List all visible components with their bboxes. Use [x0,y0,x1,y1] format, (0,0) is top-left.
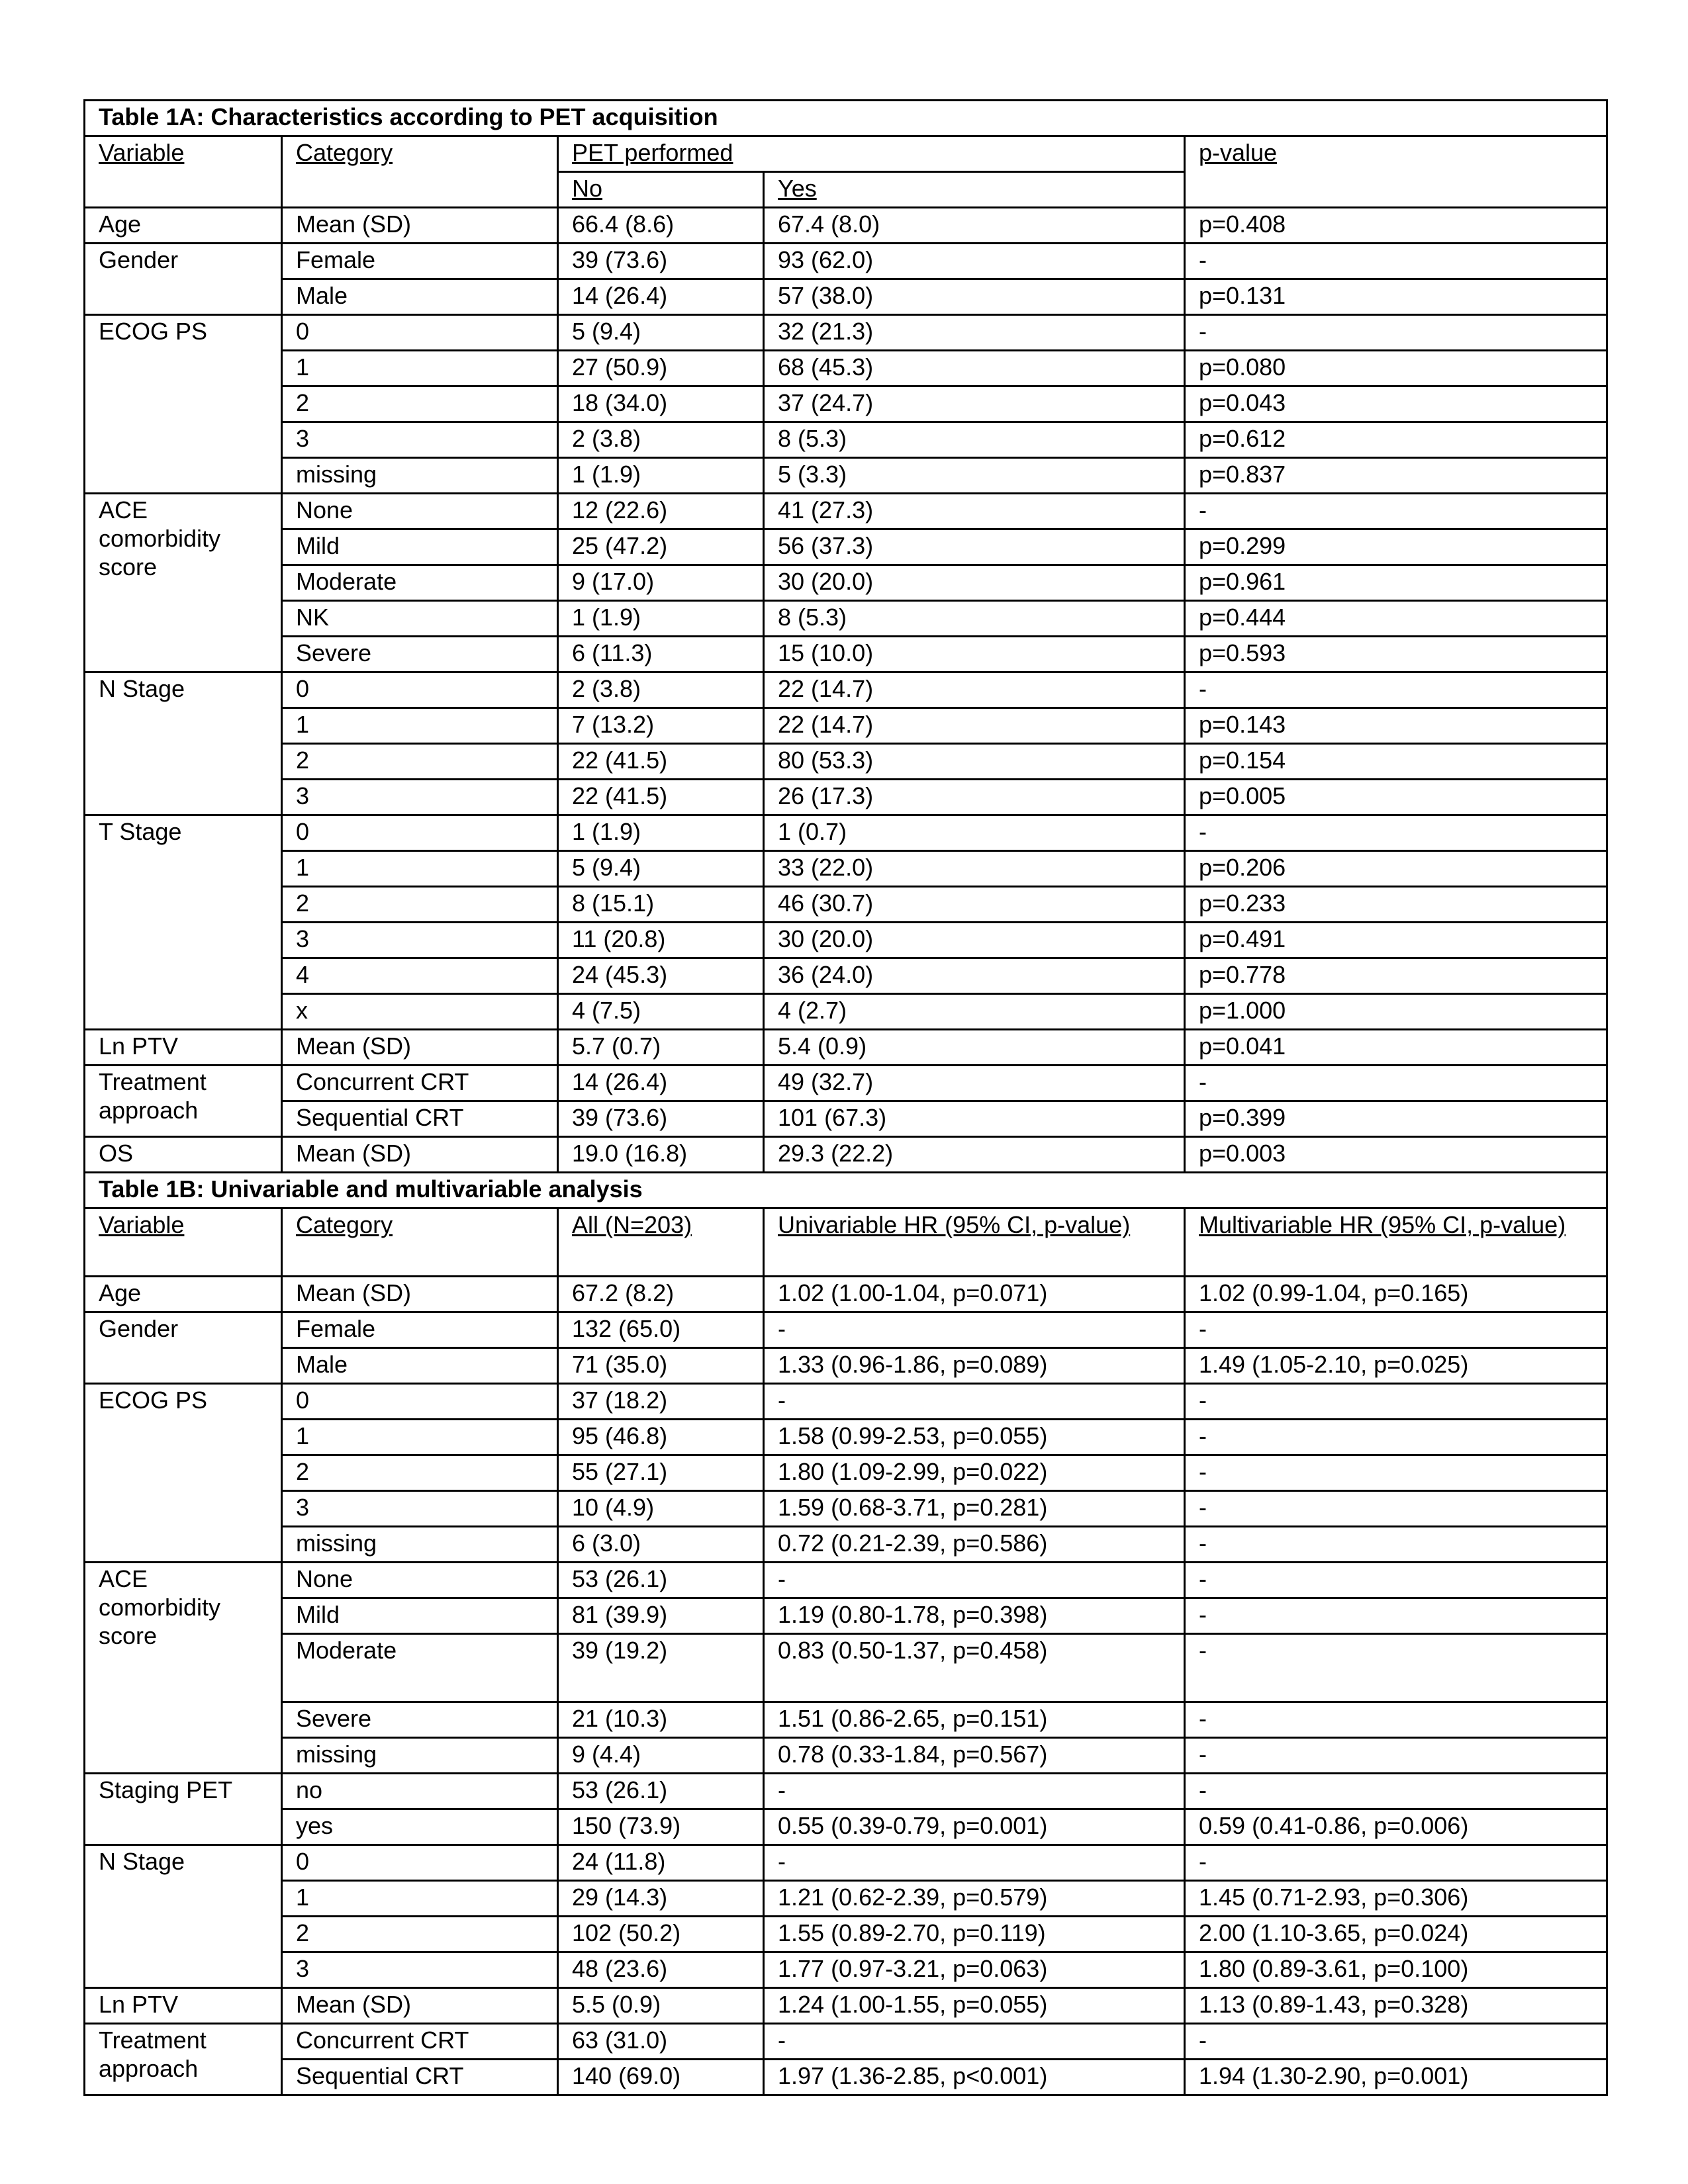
no-cell: 39 (73.6) [558,1101,764,1137]
variable-cell: ACE comorbidity score [85,1563,282,1774]
multi-cell: 1.94 (1.30-2.90, p=0.001) [1185,2060,1607,2095]
table-1a-title: Table 1A: Characteristics according to PET acquisition [85,101,1607,136]
multi-cell: 0.59 (0.41-0.86, p=0.006) [1185,1809,1607,1845]
category-cell: Severe [282,637,558,672]
table-1a-body [85,208,1607,1173]
table-row [85,1563,1607,1598]
variable-cell: OS [85,1137,282,1173]
multi-cell: - [1185,1634,1607,1702]
uni-cell: 1.02 (1.00-1.04, p=0.071) [764,1277,1185,1312]
no-cell: 25 (47.2) [558,529,764,565]
variable-cell: Treatment approach [85,1066,282,1137]
variable-cell: ACE comorbidity score [85,494,282,672]
p-cell: p=0.444 [1185,601,1607,637]
category-cell: 0 [282,815,558,851]
category-cell: Severe [282,1702,558,1738]
category-cell: 1 [282,351,558,387]
no-cell: 5 (9.4) [558,851,764,887]
all-cell: 102 (50.2) [558,1917,764,1952]
no-cell: 8 (15.1) [558,887,764,923]
no-cell: 1 (1.9) [558,458,764,494]
no-cell: 24 (45.3) [558,958,764,994]
table-row [85,1312,1607,1348]
multi-cell: - [1185,2024,1607,2060]
table-row [85,2060,1607,2095]
table-row [85,1952,1607,1988]
no-cell: 14 (26.4) [558,1066,764,1101]
category-cell: Moderate [282,1634,558,1702]
category-cell: Male [282,1348,558,1384]
table-row [85,1348,1607,1384]
category-cell: Female [282,1312,558,1348]
no-cell: 19.0 (16.8) [558,1137,764,1173]
characteristics-table [83,99,1608,2096]
variable-cell: Staging PET [85,1774,282,1845]
category-cell: yes [282,1809,558,1845]
no-cell: 9 (17.0) [558,565,764,601]
multi-cell: - [1185,1845,1607,1881]
yes-cell: 32 (21.3) [764,315,1185,351]
uni-cell: 1.97 (1.36-2.85, p<0.001) [764,2060,1185,2095]
variable-cell: ECOG PS [85,315,282,494]
multi-cell: - [1185,1455,1607,1491]
no-cell: 27 (50.9) [558,351,764,387]
variable-cell: Ln PTV [85,1988,282,2024]
p-cell: - [1185,244,1607,279]
no-cell: 22 (41.5) [558,780,764,815]
all-cell: 132 (65.0) [558,1312,764,1348]
header-variable: Variable [85,1208,282,1277]
yes-cell: 93 (62.0) [764,244,1185,279]
p-cell: p=0.399 [1185,1101,1607,1137]
yes-cell: 46 (30.7) [764,887,1185,923]
no-cell: 22 (41.5) [558,744,764,780]
table-row [85,744,1607,780]
variable-cell: N Stage [85,672,282,815]
table-row [85,1634,1607,1702]
category-cell: NK [282,601,558,637]
uni-cell: 1.24 (1.00-1.55, p=0.055) [764,1988,1185,2024]
uni-cell: - [764,1312,1185,1348]
no-cell: 18 (34.0) [558,387,764,422]
header-variable: Variable [85,136,282,208]
category-cell: Mean (SD) [282,1988,558,2024]
yes-cell: 22 (14.7) [764,708,1185,744]
uni-cell: 1.55 (0.89-2.70, p=0.119) [764,1917,1185,1952]
uni-cell: 1.51 (0.86-2.65, p=0.151) [764,1702,1185,1738]
yes-cell: 30 (20.0) [764,565,1185,601]
category-cell: 3 [282,422,558,458]
table-row [85,1809,1607,1845]
uni-cell: 1.21 (0.62-2.39, p=0.579) [764,1881,1185,1917]
table-row [85,1881,1607,1917]
category-cell: 3 [282,1952,558,1988]
p-cell: p=0.408 [1185,208,1607,244]
yes-cell: 49 (32.7) [764,1066,1185,1101]
yes-cell: 68 (45.3) [764,351,1185,387]
p-cell: - [1185,315,1607,351]
p-cell: p=0.612 [1185,422,1607,458]
header-p-value: p-value [1185,136,1607,208]
table-row [85,994,1607,1030]
all-cell: 5.5 (0.9) [558,1988,764,2024]
variable-cell: Age [85,1277,282,1312]
yes-cell: 57 (38.0) [764,279,1185,315]
table-row [85,565,1607,601]
uni-cell: 1.58 (0.99-2.53, p=0.055) [764,1420,1185,1455]
no-cell: 1 (1.9) [558,601,764,637]
table-1b-title-row [85,1173,1607,1208]
category-cell: Sequential CRT [282,1101,558,1137]
all-cell: 67.2 (8.2) [558,1277,764,1312]
table-row [85,1277,1607,1312]
table-row [85,923,1607,958]
no-cell: 4 (7.5) [558,994,764,1030]
table-1b-header-row [85,1208,1607,1277]
category-cell: 2 [282,887,558,923]
category-cell: 2 [282,1455,558,1491]
multi-cell: 1.02 (0.99-1.04, p=0.165) [1185,1277,1607,1312]
category-cell: 1 [282,851,558,887]
category-cell: 3 [282,780,558,815]
table-1b-body [85,1277,1607,2095]
p-cell: - [1185,815,1607,851]
no-cell: 1 (1.9) [558,815,764,851]
uni-cell: - [764,1563,1185,1598]
all-cell: 9 (4.4) [558,1738,764,1774]
category-cell: 0 [282,672,558,708]
category-cell: Mild [282,529,558,565]
p-cell: p=1.000 [1185,994,1607,1030]
variable-cell: N Stage [85,1845,282,1988]
all-cell: 10 (4.9) [558,1491,764,1527]
category-cell: None [282,1563,558,1598]
table-row [85,1702,1607,1738]
table-row [85,780,1607,815]
no-cell: 5.7 (0.7) [558,1030,764,1066]
category-cell: Female [282,244,558,279]
p-cell: p=0.961 [1185,565,1607,601]
table-row [85,815,1607,851]
category-cell: 2 [282,744,558,780]
category-cell: Moderate [282,565,558,601]
category-cell: None [282,494,558,529]
category-cell: 4 [282,958,558,994]
category-cell: 2 [282,1917,558,1952]
category-cell: Mean (SD) [282,1030,558,1066]
yes-cell: 37 (24.7) [764,387,1185,422]
multi-cell: - [1185,1384,1607,1420]
multi-cell: - [1185,1774,1607,1809]
table-row [85,958,1607,994]
table-row [85,1491,1607,1527]
variable-cell: ECOG PS [85,1384,282,1563]
all-cell: 63 (31.0) [558,2024,764,2060]
no-cell: 14 (26.4) [558,279,764,315]
yes-cell: 1 (0.7) [764,815,1185,851]
uni-cell: - [764,1774,1185,1809]
multi-cell: - [1185,1598,1607,1634]
category-cell: Concurrent CRT [282,2024,558,2060]
all-cell: 21 (10.3) [558,1702,764,1738]
all-cell: 37 (18.2) [558,1384,764,1420]
p-cell: - [1185,494,1607,529]
yes-cell: 26 (17.3) [764,780,1185,815]
table-row [85,1384,1607,1420]
header-category: Category [282,136,558,208]
yes-cell: 30 (20.0) [764,923,1185,958]
all-cell: 150 (73.9) [558,1809,764,1845]
yes-cell: 56 (37.3) [764,529,1185,565]
category-cell: 1 [282,708,558,744]
multi-cell: - [1185,1491,1607,1527]
header-no: No [558,172,764,208]
table-row [85,529,1607,565]
variable-cell: Age [85,208,282,244]
p-cell: p=0.143 [1185,708,1607,744]
yes-cell: 67.4 (8.0) [764,208,1185,244]
yes-cell: 5 (3.3) [764,458,1185,494]
p-cell: p=0.299 [1185,529,1607,565]
category-cell: x [282,994,558,1030]
table-row [85,458,1607,494]
variable-cell: Treatment approach [85,2024,282,2095]
yes-cell: 22 (14.7) [764,672,1185,708]
category-cell: Mean (SD) [282,1277,558,1312]
table-row [85,1420,1607,1455]
p-cell: p=0.778 [1185,958,1607,994]
variable-cell: Ln PTV [85,1030,282,1066]
yes-cell: 8 (5.3) [764,601,1185,637]
all-cell: 29 (14.3) [558,1881,764,1917]
p-cell: p=0.233 [1185,887,1607,923]
table-row [85,208,1607,244]
table-row [85,494,1607,529]
category-cell: 0 [282,1845,558,1881]
p-cell: p=0.005 [1185,780,1607,815]
table-1a-header-row [85,136,1607,172]
yes-cell: 29.3 (22.2) [764,1137,1185,1173]
header-univariable-hr: Univariable HR (95% CI, p-value) [764,1208,1185,1277]
no-cell: 66.4 (8.6) [558,208,764,244]
category-cell: 1 [282,1420,558,1455]
table-row [85,1988,1607,2024]
multi-cell: - [1185,1702,1607,1738]
all-cell: 53 (26.1) [558,1563,764,1598]
p-cell: p=0.593 [1185,637,1607,672]
table-row [85,1738,1607,1774]
p-cell: p=0.131 [1185,279,1607,315]
category-cell: 2 [282,387,558,422]
no-cell: 6 (11.3) [558,637,764,672]
category-cell: missing [282,458,558,494]
multi-cell: 1.45 (0.71-2.93, p=0.306) [1185,1881,1607,1917]
table-row [85,1101,1607,1137]
multi-cell: - [1185,1738,1607,1774]
uni-cell: 0.83 (0.50-1.37, p=0.458) [764,1634,1185,1702]
category-cell: no [282,1774,558,1809]
variable-cell: Gender [85,244,282,315]
all-cell: 55 (27.1) [558,1455,764,1491]
category-cell: 0 [282,315,558,351]
category-cell: Mild [282,1598,558,1634]
header-multivariable-hr: Multivariable HR (95% CI, p-value) [1185,1208,1607,1277]
yes-cell: 80 (53.3) [764,744,1185,780]
table-row [85,1527,1607,1563]
category-cell: 3 [282,923,558,958]
yes-cell: 33 (22.0) [764,851,1185,887]
header-pet-performed: PET performed [558,136,1185,172]
table-row [85,1137,1607,1173]
uni-cell: - [764,1845,1185,1881]
table-row [85,315,1607,351]
table-row [85,1845,1607,1881]
p-cell: - [1185,672,1607,708]
table-1a-title-row [85,101,1607,136]
all-cell: 48 (23.6) [558,1952,764,1988]
p-cell: p=0.041 [1185,1030,1607,1066]
category-cell: 1 [282,1881,558,1917]
yes-cell: 8 (5.3) [764,422,1185,458]
header-category: Category [282,1208,558,1277]
yes-cell: 41 (27.3) [764,494,1185,529]
category-cell: Male [282,279,558,315]
multi-cell: 2.00 (1.10-3.65, p=0.024) [1185,1917,1607,1952]
header-all: All (N=203) [558,1208,764,1277]
uni-cell: 0.72 (0.21-2.39, p=0.586) [764,1527,1185,1563]
p-cell: p=0.003 [1185,1137,1607,1173]
category-cell: missing [282,1738,558,1774]
all-cell: 71 (35.0) [558,1348,764,1384]
uni-cell: 1.77 (0.97-3.21, p=0.063) [764,1952,1185,1988]
table-row [85,1598,1607,1634]
table-row [85,708,1607,744]
p-cell: p=0.080 [1185,351,1607,387]
table-row [85,637,1607,672]
multi-cell: 1.49 (1.05-2.10, p=0.025) [1185,1348,1607,1384]
no-cell: 5 (9.4) [558,315,764,351]
p-cell: p=0.491 [1185,923,1607,958]
category-cell: Mean (SD) [282,208,558,244]
all-cell: 53 (26.1) [558,1774,764,1809]
multi-cell: 1.13 (0.89-1.43, p=0.328) [1185,1988,1607,2024]
category-cell: Sequential CRT [282,2060,558,2095]
no-cell: 2 (3.8) [558,672,764,708]
uni-cell: - [764,2024,1185,2060]
document [83,99,1606,2096]
multi-cell: - [1185,1527,1607,1563]
all-cell: 81 (39.9) [558,1598,764,1634]
category-cell: missing [282,1527,558,1563]
multi-cell: - [1185,1420,1607,1455]
p-cell: p=0.154 [1185,744,1607,780]
uni-cell: 1.80 (1.09-2.99, p=0.022) [764,1455,1185,1491]
no-cell: 39 (73.6) [558,244,764,279]
table-row [85,601,1607,637]
table-row [85,851,1607,887]
table-row [85,351,1607,387]
header-yes: Yes [764,172,1185,208]
uni-cell: 1.59 (0.68-3.71, p=0.281) [764,1491,1185,1527]
uni-cell: 0.55 (0.39-0.79, p=0.001) [764,1809,1185,1845]
uni-cell: 1.33 (0.96-1.86, p=0.089) [764,1348,1185,1384]
multi-cell: - [1185,1563,1607,1598]
no-cell: 11 (20.8) [558,923,764,958]
all-cell: 95 (46.8) [558,1420,764,1455]
yes-cell: 15 (10.0) [764,637,1185,672]
yes-cell: 101 (67.3) [764,1101,1185,1137]
category-cell: 3 [282,1491,558,1527]
p-cell: p=0.837 [1185,458,1607,494]
all-cell: 39 (19.2) [558,1634,764,1702]
p-cell: p=0.206 [1185,851,1607,887]
category-cell: 0 [282,1384,558,1420]
table-row [85,1455,1607,1491]
table-1b-title: Table 1B: Univariable and multivariable analysis [85,1173,1607,1208]
table-row [85,2024,1607,2060]
yes-cell: 5.4 (0.9) [764,1030,1185,1066]
table-row [85,887,1607,923]
all-cell: 140 (69.0) [558,2060,764,2095]
variable-cell: Gender [85,1312,282,1384]
uni-cell: - [764,1384,1185,1420]
no-cell: 12 (22.6) [558,494,764,529]
p-cell: p=0.043 [1185,387,1607,422]
category-cell: Mean (SD) [282,1137,558,1173]
table-row [85,1774,1607,1809]
multi-cell: 1.80 (0.89-3.61, p=0.100) [1185,1952,1607,1988]
no-cell: 7 (13.2) [558,708,764,744]
no-cell: 2 (3.8) [558,422,764,458]
table-row [85,672,1607,708]
table-row [85,1917,1607,1952]
table-row [85,1066,1607,1101]
uni-cell: 1.19 (0.80-1.78, p=0.398) [764,1598,1185,1634]
p-cell: - [1185,1066,1607,1101]
table-row [85,422,1607,458]
all-cell: 6 (3.0) [558,1527,764,1563]
yes-cell: 36 (24.0) [764,958,1185,994]
category-cell: Concurrent CRT [282,1066,558,1101]
all-cell: 24 (11.8) [558,1845,764,1881]
yes-cell: 4 (2.7) [764,994,1185,1030]
table-row [85,244,1607,279]
table-row [85,1030,1607,1066]
variable-cell: T Stage [85,815,282,1030]
table-row [85,279,1607,315]
multi-cell: - [1185,1312,1607,1348]
table-row [85,387,1607,422]
uni-cell: 0.78 (0.33-1.84, p=0.567) [764,1738,1185,1774]
